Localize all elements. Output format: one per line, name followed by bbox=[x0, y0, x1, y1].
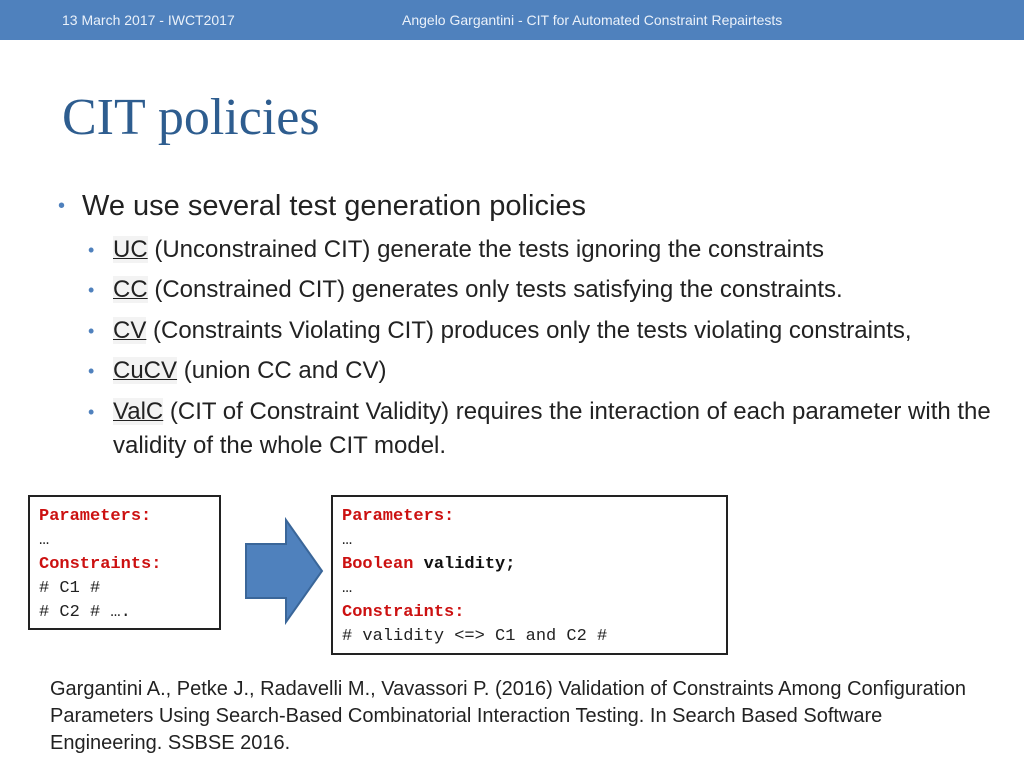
constraint-c2: # C2 # …. bbox=[39, 603, 131, 622]
policy-key: UC bbox=[113, 235, 148, 263]
policy-desc: (CIT of Constraint Validity) requires the interaction of each parameter with the validity of the whole CIT model. bbox=[113, 397, 991, 459]
validity-model-box bbox=[331, 495, 728, 655]
bullet-intro bbox=[58, 186, 998, 226]
bullet-dot-icon: • bbox=[88, 239, 95, 260]
constraints-label: Constraints: bbox=[342, 603, 465, 622]
bullet-dot-icon: • bbox=[88, 401, 95, 422]
policy-desc: (Constraints Violating CIT) produces only the tests violating constraints, bbox=[146, 316, 912, 344]
bullet-dot-icon: • bbox=[88, 361, 95, 381]
validity-constraint: # validity <=> C1 and C2 # bbox=[342, 627, 608, 646]
intro-text: We use several test generation policies bbox=[82, 190, 587, 222]
policy-key: CuCV bbox=[113, 357, 178, 384]
ellipsis: … bbox=[342, 579, 353, 598]
policy-desc: (Constrained CIT) generates only tests satisfying the constraints. bbox=[147, 276, 843, 303]
ellipsis: … bbox=[342, 531, 353, 550]
original-model-box bbox=[28, 495, 221, 630]
header-date-event: 13 March 2017 - IWCT2017 bbox=[62, 12, 235, 28]
constraints-label: Constraints: bbox=[39, 555, 162, 574]
boolean-keyword: Boolean bbox=[342, 555, 414, 574]
policy-item bbox=[58, 273, 998, 307]
policy-item bbox=[58, 354, 998, 388]
policy-desc: (Unconstrained CIT) generate the tests ignoring the constraints bbox=[147, 235, 825, 263]
constraint-c1: # C1 # bbox=[39, 579, 101, 598]
bullet-dot-icon: • bbox=[58, 195, 66, 217]
bullet-dot-icon: • bbox=[88, 320, 95, 341]
right-arrow-icon bbox=[242, 516, 326, 626]
ellipsis: … bbox=[39, 531, 50, 550]
header-bar bbox=[0, 0, 1024, 40]
params-label: Parameters: bbox=[342, 507, 455, 526]
policy-key: ValC bbox=[113, 397, 164, 425]
policy-desc: (union CC and CV) bbox=[177, 357, 387, 384]
header-author-title: Angelo Gargantini - CIT for Automated Constraint Repairtests bbox=[402, 12, 783, 28]
bullet-list bbox=[58, 186, 998, 463]
policy-item bbox=[58, 395, 998, 463]
policy-key: CV bbox=[113, 316, 147, 344]
policy-item bbox=[58, 314, 998, 348]
bullet-dot-icon: • bbox=[88, 280, 95, 300]
slide-title: CIT policies bbox=[62, 89, 320, 146]
params-label: Parameters: bbox=[39, 507, 152, 526]
validity-decl: validity; bbox=[413, 555, 516, 574]
policy-item bbox=[58, 233, 998, 267]
policy-key: CC bbox=[113, 276, 148, 303]
reference-citation: Gargantini A., Petke J., Radavelli M., Vavassori P. (2016) Validation of Constraints Among Configuration Parameters Using Search-Based Combinatorial Interaction Testing. In Search Based Software Engineering. SSBSE 2016. bbox=[50, 678, 967, 754]
